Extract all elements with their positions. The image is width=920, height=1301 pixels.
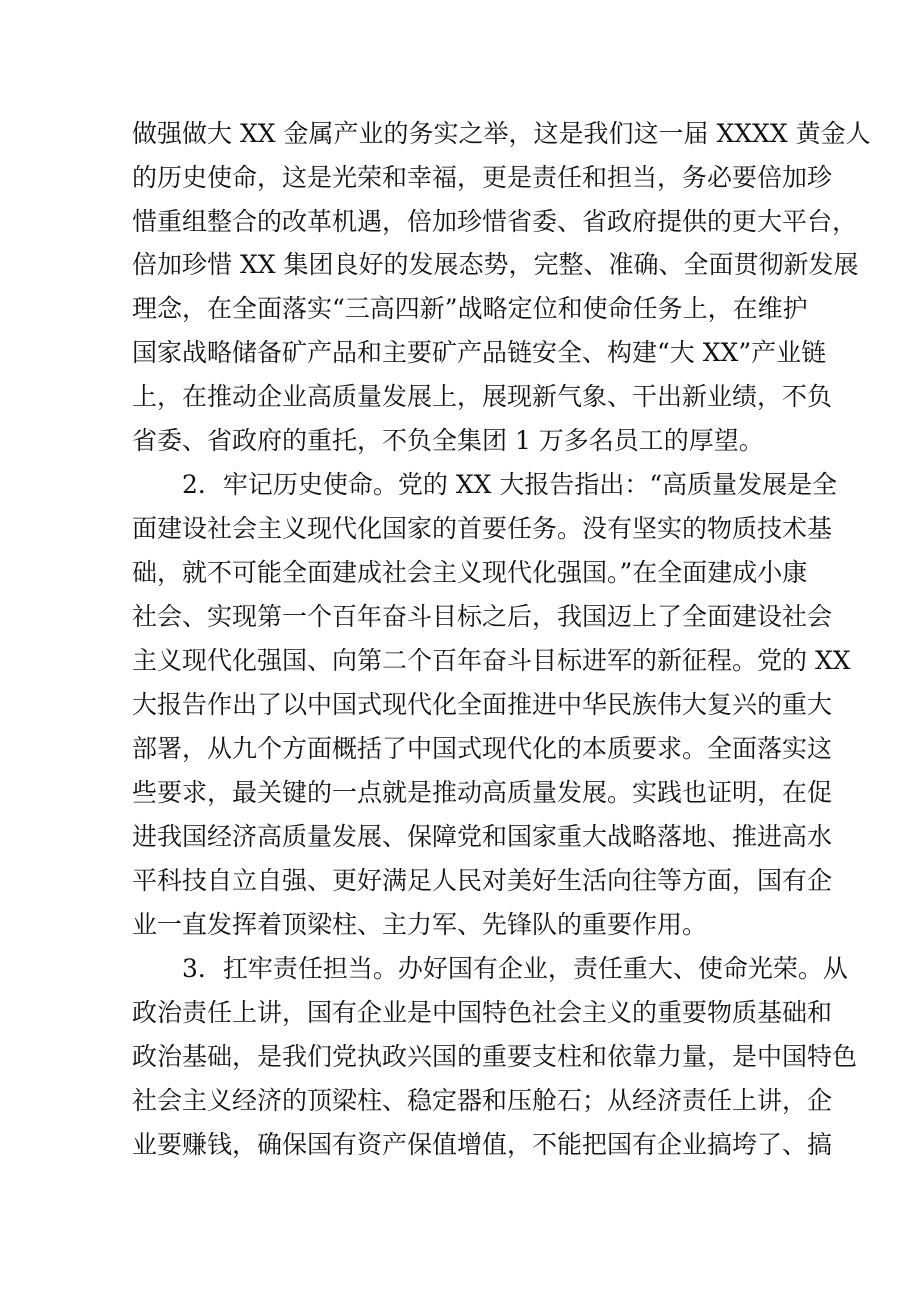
text-line-24: 业要赚钱，确保国有资产保值增值，不能把国有企业搞垮了、搞 — [132, 1130, 833, 1159]
text-line-19: 业一直发挥着顶梁柱、主力军、先锋队的重要作用。 — [132, 910, 708, 939]
text-line-14: 大报告作出了以中国式现代化全面推进中华民族伟大复兴的重大 — [132, 690, 833, 719]
paragraph-2-first-line: 2．牢记历史使命。党的 XX 大报告指出：“高质量发展是全 — [182, 470, 838, 499]
text-line-23: 社会主义经济的顶梁柱、稳定器和压舱石；从经济责任上讲，企 — [132, 1086, 833, 1115]
text-line-12: 社会、实现第一个百年奋斗目标之后，我国迈上了全面建设社会 — [132, 602, 833, 631]
text-line-3: 惜重组整合的改革机遇，倍加珍惜省委、省政府提供的更大平台， — [132, 207, 858, 236]
text-line-22: 政治基础，是我们党执政兴国的重要支柱和依靠力量，是中国特色 — [132, 1042, 858, 1071]
text-line-8: 省委、省政府的重托，不负全集团 1 万多名员工的厚望。 — [132, 426, 764, 455]
text-line-2: 的历史使命，这是光荣和幸福，更是责任和担当，务必要倍加珍 — [132, 163, 833, 192]
text-line-4: 倍加珍惜 XX 集团良好的发展态势，完整、准确、全面贯彻新发展 — [132, 250, 859, 279]
text-line-7: 上，在推动企业高质量发展上，展现新气象、干出新业绩，不负 — [132, 382, 833, 411]
paragraph-3-first-line: 3．扛牢责任担当。办好国有企业，责任重大、使命光荣。从 — [182, 954, 848, 983]
text-line-6: 国家战略储备矿产品和主要矿产品链安全、构建“大 XX”产业链 — [132, 338, 827, 367]
text-line-11: 础，就不可能全面建成社会主义现代化强国。”在全面建成小康 — [132, 558, 808, 587]
text-line-17: 进我国经济高质量发展、保障党和国家重大战略落地、推进高水 — [132, 822, 833, 851]
text-line-10: 面建设社会主义现代化国家的首要任务。没有坚实的物质技术基 — [132, 514, 833, 543]
text-line-16: 些要求，最关键的一点就是推动高质量发展。实践也证明，在促 — [132, 778, 833, 807]
text-line-21: 政治责任上讲，国有企业是中国特色社会主义的重要物质基础和 — [132, 998, 833, 1027]
text-line-5: 理念，在全面落实“三高四新”战略定位和使命任务上，在维护 — [132, 294, 808, 323]
text-line-1: 做强做大 XX 金属产业的务实之举，这是我们这一届 XXXX 黄金人 — [132, 119, 871, 148]
text-line-18: 平科技自立自强、更好满足人民对美好生活向往等方面，国有企 — [132, 866, 833, 895]
text-line-13: 主义现代化强国、向第二个百年奋斗目标进军的新征程。党的 XX — [132, 646, 851, 675]
text-line-15: 部署，从九个方面概括了中国式现代化的本质要求。全面落实这 — [132, 734, 833, 763]
